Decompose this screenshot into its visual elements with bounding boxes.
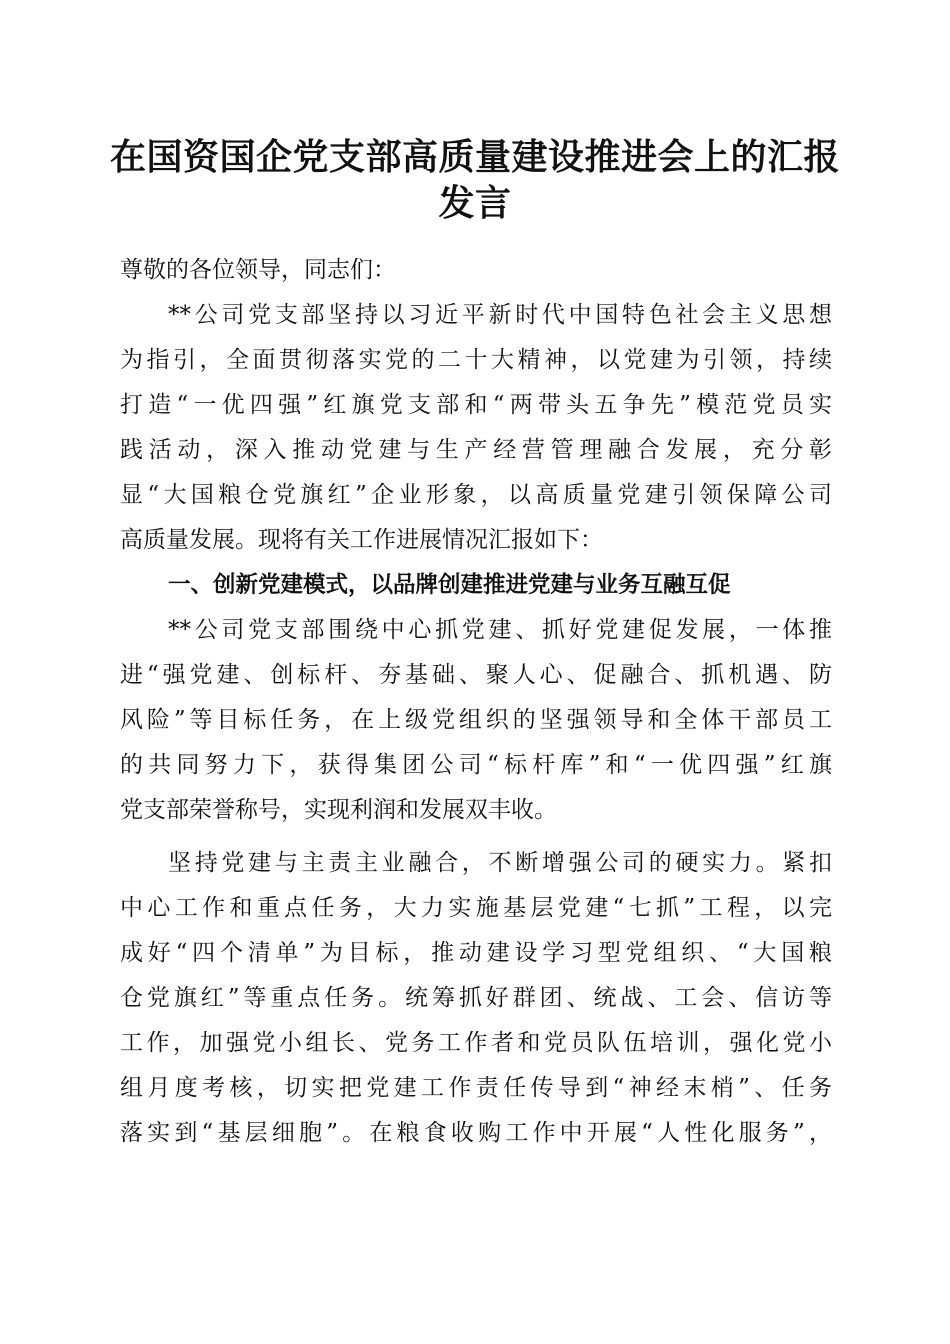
paragraph-1 (120, 293, 832, 563)
document-title (100, 134, 850, 226)
paragraph-line: 践活动，深入推动党建与生产经营管理融合发展，充分彰 (120, 437, 832, 463)
paragraph-line: 仓党旗红”等重点任务。统筹抓好群团、统战、工会、信访等 (120, 985, 832, 1011)
title-line-1: 在国资国企党支部高质量建设推进会上的汇报 (109, 136, 840, 178)
paragraph-line: 中心工作和重点任务，大力实施基层党建“七抓”工程，以完 (120, 895, 832, 921)
paragraph-line: 的共同努力下，获得集团公司“标杆库”和“一优四强”红旗 (120, 752, 832, 778)
paragraph-line: 高质量发展。现将有关工作进展情况汇报如下： (120, 527, 603, 553)
paragraph-line: **公司党支部坚持以习近平新时代中国特色社会主义思想 (168, 302, 832, 328)
paragraph-line: 党支部荣誉称号，实现利润和发展双丰收。 (120, 797, 557, 823)
section-heading: 一、创新党建模式，以品牌创建推进党建与业务互融互促 (168, 572, 731, 598)
paragraph-3 (120, 841, 832, 1156)
document-body (120, 248, 832, 1156)
paragraph-2 (120, 608, 832, 833)
title-line-2: 发言 (438, 182, 512, 224)
paragraph-line: 风险”等目标任务，在上级党组织的坚强领导和全体干部员工 (120, 707, 832, 733)
paragraph-line: 为指引，全面贯彻落实党的二十大精神，以党建为引领，持续 (120, 347, 832, 373)
paragraph-line: 组月度考核，切实把党建工作责任传导到“神经末梢”、任务 (120, 1075, 832, 1101)
paragraph-line: 坚持党建与主责主业融合，不断增强公司的硬实力。紧扣 (168, 850, 832, 876)
paragraph-line: 进“强党建、创标杆、夯基础、聚人心、促融合、抓机遇、防 (120, 662, 832, 688)
paragraph-line: 打造“一优四强”红旗党支部和“两带头五争先”模范党员实 (120, 392, 832, 418)
paragraph-line: **公司党支部围绕中心抓党建、抓好党建促发展，一体推 (168, 617, 832, 643)
paragraph-line: 成好“四个清单”为目标，推动建设学习型党组织、“大国粮 (120, 940, 832, 966)
salutation: 尊敬的各位领导，同志们： (120, 257, 396, 283)
paragraph-spacer (120, 833, 832, 841)
paragraph-line: 落实到“基层细胞”。在粮食收购工作中开展“人性化服务”， (120, 1120, 832, 1146)
paragraph-line: 工作，加强党小组长、党务工作者和党员队伍培训，强化党小 (120, 1030, 832, 1056)
paragraph-line: 显“大国粮仓党旗红”企业形象，以高质量党建引领保障公司 (120, 482, 832, 508)
